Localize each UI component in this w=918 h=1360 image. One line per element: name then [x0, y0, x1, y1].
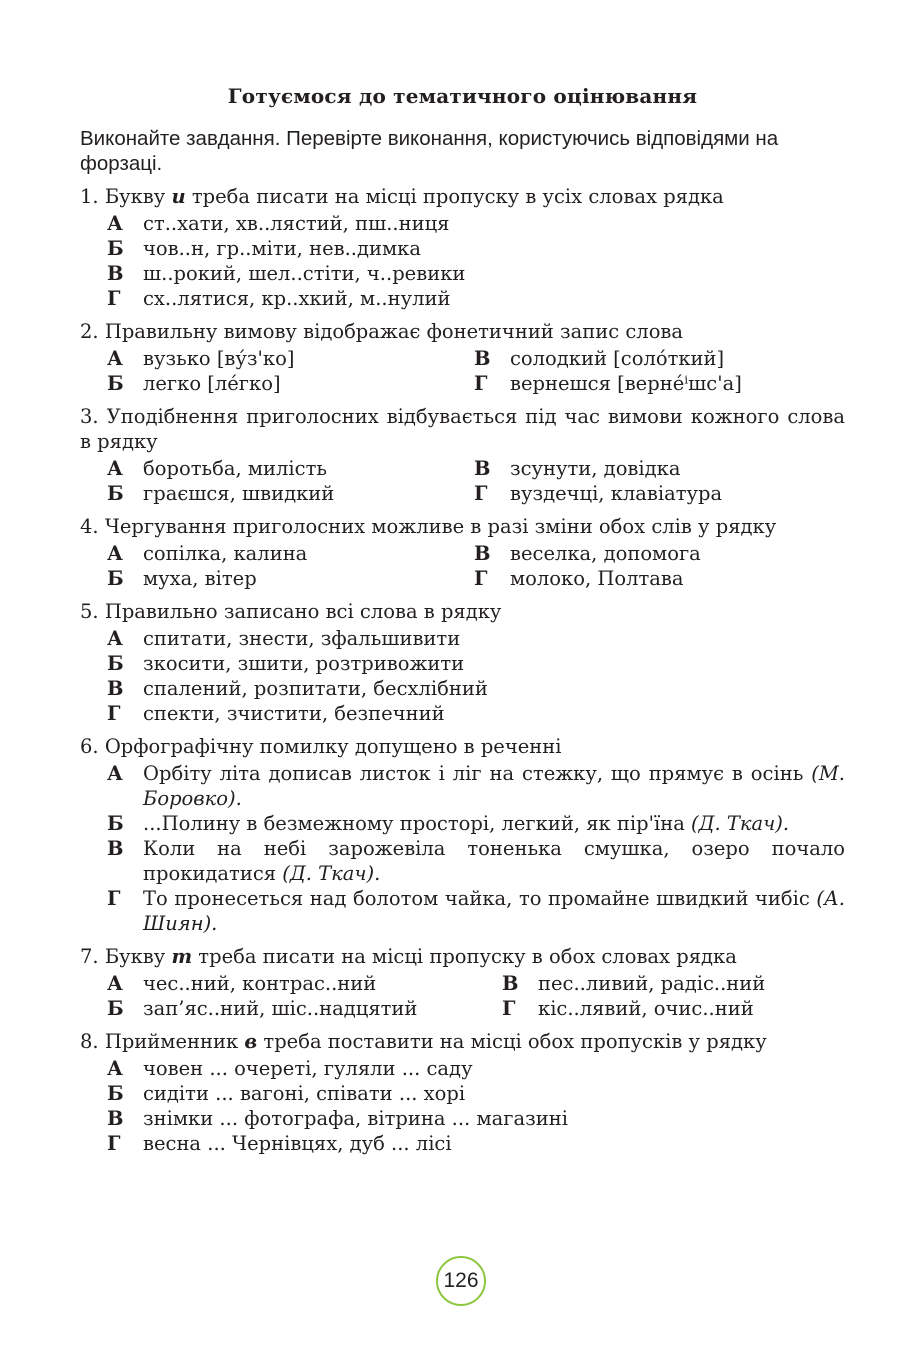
option: А спитати, знести, зфальшивити [107, 627, 461, 650]
question: 8. Прийменник в треба поставити на місці обох пропусків у рядку [80, 1030, 767, 1053]
option: В ш..рокий, шел..стіти, ч..ревики [107, 262, 466, 285]
option: Г весна ... Чернівцях, дуб ... лісі [107, 1132, 452, 1155]
option: А Орбіту літа дописав листок і ліг на стежку, що прямує в осінь (М. Боровко). [107, 762, 845, 810]
page-title: Готуємося до тематичного оцінювання [227, 84, 698, 108]
task-3 [80, 404, 845, 506]
task-7 [80, 944, 845, 1021]
option: В знімки ... фотографа, вітрина ... магазині [107, 1107, 568, 1130]
option: В спалений, розпитати, бесхлібний [107, 677, 488, 700]
question: 7. Букву т треба писати на місці пропуску в обох словах рядка [80, 945, 737, 968]
task-2 [80, 319, 845, 396]
option: Б легко [ле́гко] [107, 372, 281, 395]
question: 1. Букву и треба писати на місці пропуску в усіх словах рядка [80, 185, 724, 208]
option: В пес..ливий, радіс..ний [502, 972, 766, 995]
option: Г вернешся [верне́ⁱшс'а] [474, 372, 742, 395]
option: Г То пронесеться над болотом чайка, то промайне швидкий чибіс (А. Шиян). [107, 887, 845, 935]
option: Г кіс..лявий, очис..ний [502, 997, 754, 1020]
option: А боротьба, милість [107, 457, 327, 480]
option: В Коли на небі зарожевіла тоненька смушка, озеро почало прокидатися (Д. Ткач). [107, 837, 845, 885]
option: Б муха, вітер [107, 567, 257, 590]
task-6 [80, 734, 845, 936]
option: Г спекти, зчистити, безпечний [107, 702, 445, 725]
page-number: 126 [436, 1256, 486, 1306]
option: А вузько [ву́з'ко] [107, 347, 295, 370]
option: Г вуздечці, клавіатура [474, 482, 723, 505]
option: Б зкосити, зшити, розтривожити [107, 652, 465, 675]
option: Б чов..н, гр..міти, нев..димка [107, 237, 421, 260]
instructions: Виконайте завдання. Перевірте виконання, користуючись відповідями на форзаці. [80, 127, 779, 175]
question: 2. Правильну вимову відображає фонетичний запис слова [80, 320, 684, 343]
question: 3. Уподібнення приголосних відбувається під час вимови кожного слова в рядку [80, 405, 846, 453]
option: В солодкий [соло́ткий] [474, 347, 725, 370]
question: 5. Правильно записано всі слова в рядку [80, 600, 502, 623]
option: А човен ... очереті, гуляли ... саду [107, 1057, 473, 1080]
option: В веселка, допомога [474, 542, 701, 565]
option: Б сидіти ... вагоні, співати ... хорі [107, 1082, 466, 1105]
task-5 [80, 599, 845, 726]
option: Б граєшся, швидкий [107, 482, 335, 505]
task-8 [80, 1029, 845, 1156]
option: Г молоко, Полтава [474, 567, 684, 590]
task-1 [80, 184, 845, 311]
option: Б ...Полину в безмежному просторі, легкий, як пір'їна (Д. Ткач). [107, 812, 790, 835]
option: А ст..хати, хв..лястий, пш..ниця [107, 212, 450, 235]
option: А сопілка, калина [107, 542, 308, 565]
page-content [80, 78, 845, 1164]
question: 6. Орфографічну помилку допущено в реченні [80, 735, 562, 758]
option: Б зап’яс..ний, шіс..надцятий [107, 997, 418, 1020]
option: А чес..ний, контрас..ний [107, 972, 377, 995]
option: Г сх..лятися, кр..хкий, м..нулий [107, 287, 451, 310]
option: В зсунути, довідка [474, 457, 681, 480]
task-4 [80, 514, 845, 591]
question: 4. Чергування приголосних можливе в разі зміни обох слів у рядку [80, 515, 777, 538]
